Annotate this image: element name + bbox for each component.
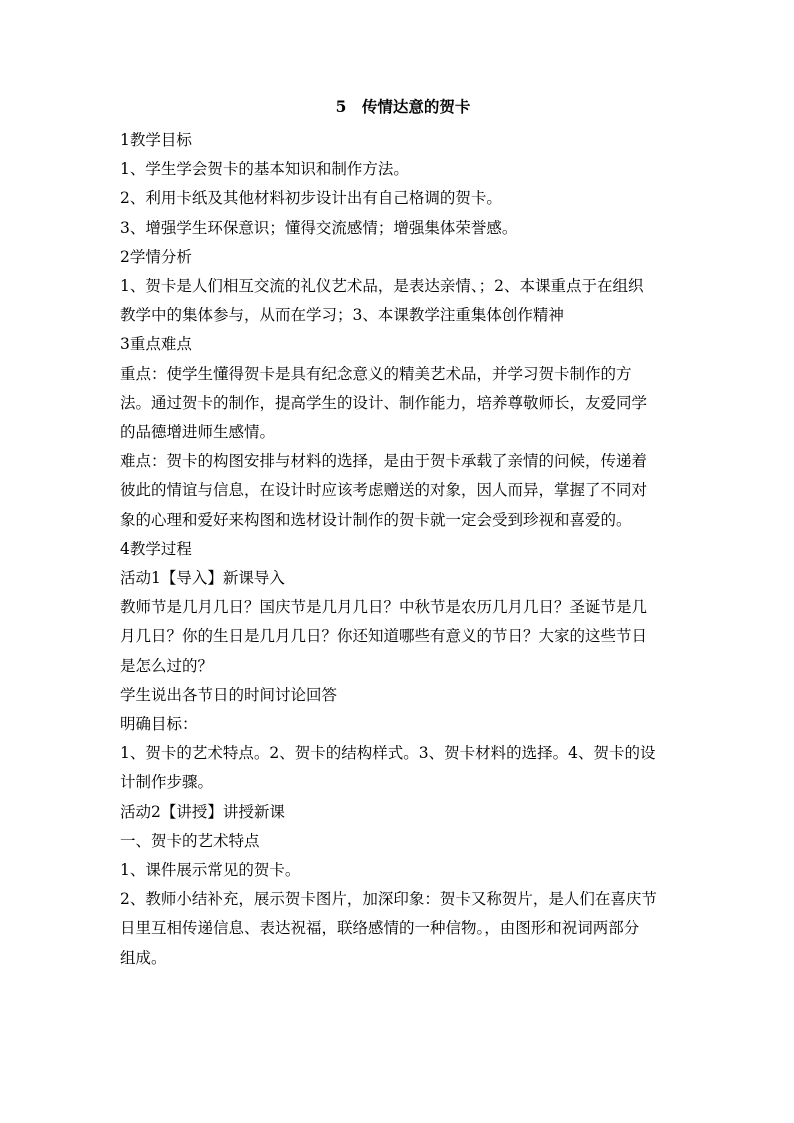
paragraph-line: 是怎么过的？ (120, 656, 214, 675)
paragraph-line: 组成。 (120, 948, 167, 967)
paragraph-line: 3、增强学生环保意识；懂得交流感情；增强集体荣誉感。 (120, 218, 518, 237)
paragraph-line: 明确目标： (120, 715, 198, 734)
paragraph-line: 1、贺卡是人们相互交流的礼仪艺术品，是表达亲情、；2、本课重点于在组织 (120, 277, 644, 296)
paragraph-line: 教学中的集体参与，从而在学习；3、本课教学注重集体创作精神 (120, 306, 564, 325)
paragraph-line: 法。通过贺卡的制作，提高学生的设计、制作能力，培养尊敬师长，友爱同学 (120, 393, 648, 412)
paragraph-line: 象的心理和爱好来构图和选材设计制作的贺卡就一定会受到珍视和喜爱的。 (120, 510, 632, 529)
paragraph-line: 月几日？你的生日是几月几日？你还知道哪些有意义的节日？大家的这些节日 (120, 627, 648, 646)
paragraph-line: 2、教师小结补充，展示贺卡图片，加深印象：贺卡又称贺片，是人们在喜庆节 (120, 890, 657, 909)
paragraph-line: 日里互相传递信息、表达祝福，联络感情的一种信物。，由图形和祝词两部分 (120, 919, 640, 938)
section-heading-key-points: 3重点难点 (120, 335, 192, 354)
paragraph-line: 计制作步骤。 (120, 773, 214, 792)
paragraph-line: 1、课件展示常见的贺卡。 (120, 861, 301, 880)
paragraph-line: 重点：使学生懂得贺卡是具有纪念意义的精美艺术品，并学习贺卡制作的方 (120, 364, 632, 383)
paragraph-line: 难点：贺卡的构图安排与材料的选择，是由于贺卡承载了亲情的问候，传递着 (120, 452, 648, 471)
activity-heading: 活动2【讲授】讲授新课 (120, 802, 285, 821)
paragraph-line: 2、利用卡纸及其他材料初步设计出有自己格调的贺卡。 (120, 189, 502, 208)
paragraph-line: 一、贺卡的艺术特点 (120, 831, 260, 850)
paragraph-line: 学生说出各节日的时间讨论回答 (120, 685, 338, 704)
paragraph-line: 1、学生学会贺卡的基本知识和制作方法。 (120, 160, 409, 179)
paragraph-line: 彼此的情谊与信息，在设计时应该考虑赠送的对象，因人而异，掌握了不同对 (120, 481, 648, 500)
section-heading-objectives: 1教学目标 (120, 131, 192, 149)
paragraph-line: 1、贺卡的艺术特点。2、贺卡的结构样式。3、贺卡材料的选择。4、贺卡的设 (120, 744, 656, 763)
activity-heading: 活动1【导入】新课导入 (120, 569, 285, 588)
document-title: 5 传情达意的贺卡 (335, 97, 471, 116)
section-heading-process: 4教学过程 (120, 539, 192, 558)
section-heading-analysis: 2学情分析 (120, 247, 192, 266)
paragraph-line: 的品德增进师生感情。 (120, 423, 276, 442)
paragraph-line: 教师节是几月几日？国庆节是几月几日？中秋节是农历几月几日？圣诞节是几 (120, 598, 648, 617)
